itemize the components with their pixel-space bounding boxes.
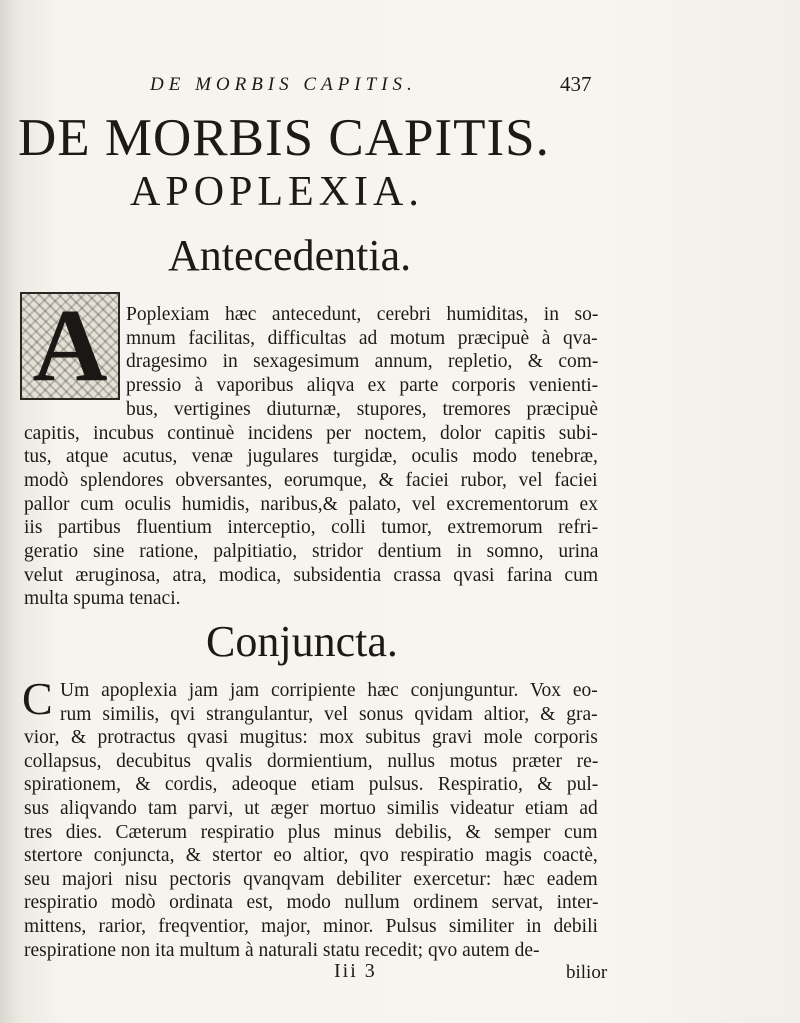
text-line: respiratione non ita multum à naturali statu recedit; qvo autem de- [24,939,540,961]
text-line: sus aliqvando tam parvi, ut æger mortuo similis videatur etiam ad [24,798,598,819]
text-line: rum similis, qvi strangulantur, vel sonus qvidam altior, & gra- [60,703,598,725]
text-line: Poplexiam hæc antecedunt, cerebri humiditas, in so- [126,304,599,325]
decorated-initial-letter: A [32,288,108,403]
catchword: bilior [566,962,608,983]
decorated-initial [20,288,120,403]
page-title: DE MORBIS CAPITIS. [18,109,550,167]
text-line: mittens, rarior, freqventior, major, minor. Pulsus similiter in debili [24,916,598,937]
running-head: DE MORBIS CAPITIS. [150,74,417,95]
text-line: respiratio modò ordinata est, modo nullum ordinem servat, inter- [24,892,599,914]
page-number: 437 [560,72,592,96]
signature-mark: Iii 3 [334,960,377,982]
text-line: collapsus, decubitus qvalis dormientium, nullus motus præter re- [24,750,599,772]
text-line: velut æruginosa, atra, modica, subsidentia crassa qvasi farina cum [24,564,599,586]
text-line: bus, vertigines diuturnæ, stupores, tremores præcipuè [126,398,599,420]
section2-initial: C [22,673,53,724]
text-line: dragesimo in sexagesimum annum, repletio, & com- [126,351,599,373]
text-line: modò splendores obversantes, eorumque, & faciei rubor, vel faciei [24,469,598,491]
text-line: Um apoplexia jam jam corripiente hæc conjunguntur. Vox eo- [60,680,598,701]
text-line: tus, atque acutus, venæ jugulares turgidæ, oculis modo tenebræ, [24,446,598,468]
text-line: spirationem, & cordis, adeoque etiam pulsus. Respiratio, & pul- [24,774,599,796]
section-heading-antecedentia: Antecedentia. [168,231,412,280]
text-line: pallor cum oculis humidis, naribus,& palato, vel excrementorum ex [24,493,598,515]
text-line: iis partibus fluentium interceptio, colli tumor, extremorum refri- [24,517,599,539]
text-line: vior, & protractus qvasi mugitus: mox subitus gravi mole corporis [24,727,598,749]
text-line: tres dies. Cæterum respiratio plus minus debilis, & semper cum [24,821,598,843]
text-line: seu majori nisu pectoris qvanqvam debiliter exercetur: hæc eadem [24,868,598,890]
text-line: mnum facilitas, difficultas ad motum præcipuè à qva- [126,327,598,349]
text-line: capitis, incubus continuè incidens per noctem, dolor capitis subi- [24,422,598,444]
text-line: multa spuma tenaci. [24,588,181,610]
text-line: stertore conjuncta, & stertor eo altior, qvo respiratio magis coactè, [24,845,598,867]
section-heading-conjuncta: Conjuncta. [206,617,398,666]
text-line: geratio sine ratione, palpitiatio, stridor dentium in somno, urina [24,541,599,562]
page-subtitle: APOPLEXIA. [130,169,424,215]
text-line: pressio à vaporibus aliqva ex parte corporis venienti- [126,375,599,397]
